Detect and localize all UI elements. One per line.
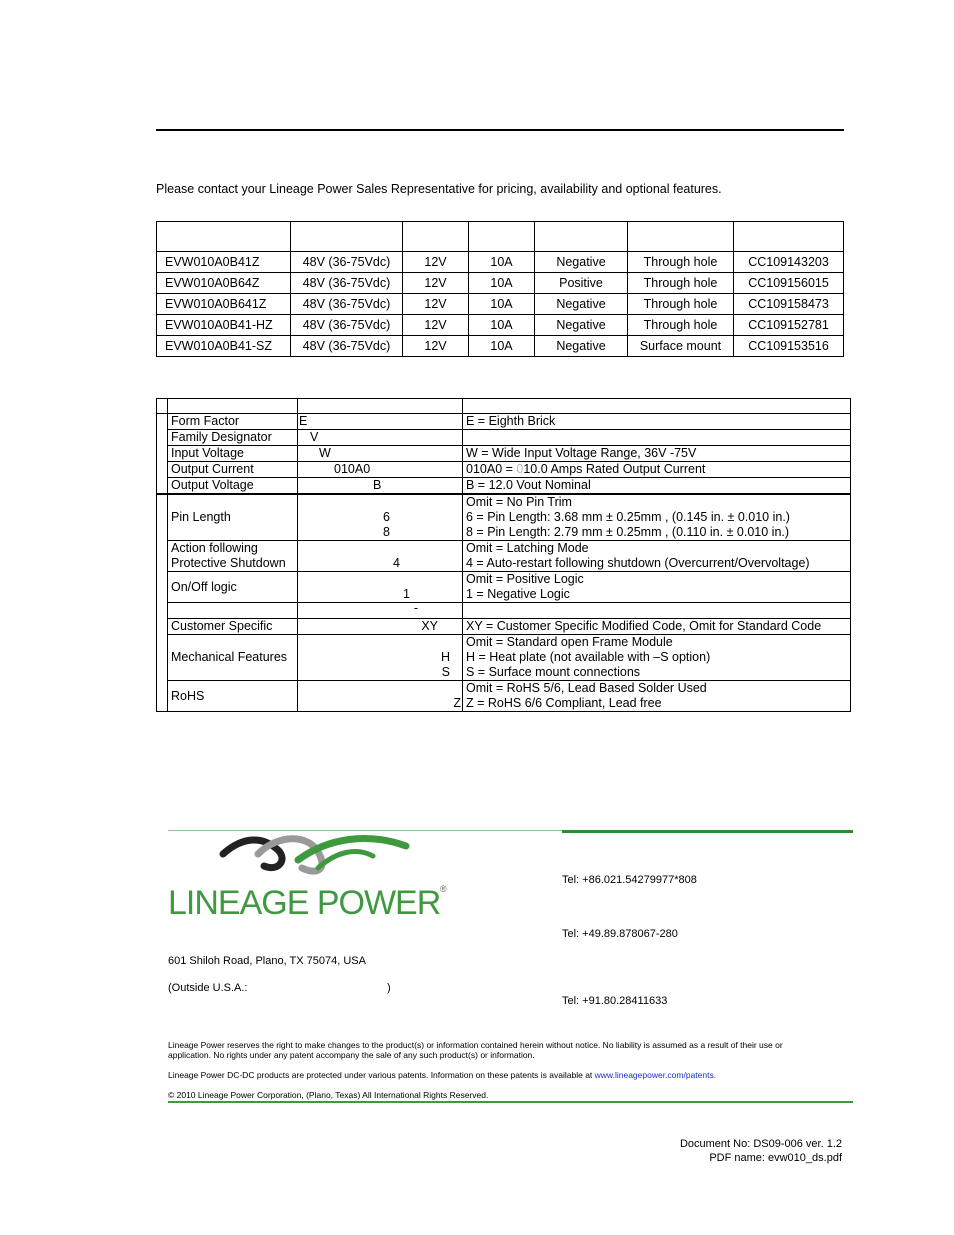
intro-text: Please contact your Lineage Power Sales Representative for pricing, availability and optional features. xyxy=(156,182,722,196)
table-cell: CC109158473 xyxy=(734,294,844,315)
patents-end: . xyxy=(713,1070,717,1080)
table-cell: 12V xyxy=(403,252,469,273)
code-row xyxy=(157,462,851,478)
code-desc: XY = Customer Specific Modified Code, Omit for Standard Code xyxy=(463,619,851,635)
table-cell: EVW010A0B41-SZ xyxy=(157,336,291,357)
table-cell: EVW010A0B41Z xyxy=(157,252,291,273)
table-cell: 12V xyxy=(403,294,469,315)
header-cell xyxy=(403,222,469,252)
table-cell: CC109143203 xyxy=(734,252,844,273)
code-value: V xyxy=(298,430,463,446)
header-cell xyxy=(734,222,844,252)
code-row xyxy=(157,603,851,619)
code-label: Output Voltage xyxy=(168,478,298,495)
code-value-part: H xyxy=(440,650,450,664)
table-cell: Negative xyxy=(535,294,628,315)
code-row xyxy=(157,541,851,572)
table-cell: 12V xyxy=(403,315,469,336)
copyright: © 2010 Lineage Power Corporation, (Plano, Texas) All International Rights Reserved. xyxy=(168,1090,489,1100)
code-label: Input Voltage xyxy=(168,446,298,462)
code-label: Output Current xyxy=(168,462,298,478)
table-cell: CC109153516 xyxy=(734,336,844,357)
table-cell: 10A xyxy=(469,252,535,273)
side-cell xyxy=(157,414,168,495)
table-cell: CC109152781 xyxy=(734,315,844,336)
table-cell: 48V (36-75Vdc) xyxy=(291,252,403,273)
desc-line: Omit = No Pin Trim xyxy=(466,495,572,509)
registered-mark: ® xyxy=(440,884,447,894)
code-desc xyxy=(463,635,851,681)
code-row xyxy=(157,414,851,430)
code-value-part: 6 xyxy=(383,510,390,524)
code-label xyxy=(168,541,298,572)
disclaimer-line-1: Lineage Power reserves the right to make changes to the product(s) or information contained herein without notice. No liability is assumed as a result of their use or xyxy=(168,1040,783,1050)
code-value: E xyxy=(298,414,463,430)
table-cell: 10A xyxy=(469,294,535,315)
desc-line: 8 = Pin Length: 2.79 mm ± 0.25mm , (0.110 in. ± 0.010 in.) xyxy=(466,525,790,539)
table-cell: Negative xyxy=(535,252,628,273)
table-row xyxy=(157,252,844,273)
table-cell: Surface mount xyxy=(628,336,734,357)
table-cell: Through hole xyxy=(628,252,734,273)
outside-usa-close: ) xyxy=(387,982,391,994)
table-cell: 12V xyxy=(403,273,469,294)
code-row xyxy=(157,619,851,635)
desc-line: Omit = Positive Logic xyxy=(466,572,584,586)
label-line: Protective Shutdown xyxy=(171,556,286,570)
code-value xyxy=(298,494,463,541)
desc-line: 4 = Auto-restart following shutdown (Overcurrent/Overvoltage) xyxy=(466,556,810,570)
code-label: Customer Specific xyxy=(168,619,298,635)
table-cell: Through hole xyxy=(628,294,734,315)
code-desc xyxy=(463,681,851,712)
document-number: Document No: DS09-006 ver. 1.2 xyxy=(679,1138,842,1150)
code-value: - xyxy=(298,603,463,619)
footer-bottom-rule xyxy=(168,1101,853,1103)
code-row xyxy=(157,681,851,712)
code-row xyxy=(157,572,851,603)
table-row xyxy=(157,336,844,357)
desc-line: S = Surface mount connections xyxy=(466,665,641,679)
code-table xyxy=(156,398,851,712)
table-row xyxy=(157,315,844,336)
code-label: RoHS xyxy=(168,681,298,712)
desc-line: Omit = Latching Mode xyxy=(466,541,589,555)
code-desc xyxy=(463,462,851,478)
desc-part-faint: 0 xyxy=(516,462,524,476)
desc-line: H = Heat plate (not available with –S option) xyxy=(466,650,711,664)
code-label: Form Factor xyxy=(168,414,298,430)
table-header-row xyxy=(157,222,844,252)
header-cell xyxy=(168,399,298,414)
table-cell: 10A xyxy=(469,273,535,294)
code-value: XY xyxy=(298,619,463,635)
table-cell: Through hole xyxy=(628,273,734,294)
table-cell: CC109156015 xyxy=(734,273,844,294)
patents-lead: Lineage Power DC-DC products are protected under various patents. Information on these patents is available at xyxy=(168,1070,595,1080)
table-cell: 10A xyxy=(469,315,535,336)
outside-usa: (Outside U.S.A.: xyxy=(168,982,248,994)
patents-text xyxy=(168,1070,716,1080)
table-cell: EVW010A0B64Z xyxy=(157,273,291,294)
tel-india: Tel: +91.80.28411633 xyxy=(562,995,668,1007)
desc-part: 10.0 Amps Rated Output Current xyxy=(523,462,706,476)
table-cell: 48V (36-75Vdc) xyxy=(291,294,403,315)
code-label: On/Off logic xyxy=(168,572,298,603)
table-cell: 10A xyxy=(469,336,535,357)
desc-line: Omit = Standard open Frame Module xyxy=(466,635,673,649)
product-rows xyxy=(157,252,844,357)
table-row xyxy=(157,294,844,315)
ordering-table xyxy=(156,221,844,357)
address: 601 Shiloh Road, Plano, TX 75074, USA xyxy=(168,955,366,967)
desc-part: 010A0 = xyxy=(466,462,517,476)
code-value: 4 xyxy=(298,541,463,572)
code-row xyxy=(157,446,851,462)
desc-line: Omit = RoHS 5/6, Lead Based Solder Used xyxy=(466,681,707,695)
header-rule xyxy=(156,129,844,131)
header-cell xyxy=(463,399,851,414)
disclaimer-line-2: application. No rights under any patent accompany the sale of any such product(s) or information. xyxy=(168,1050,535,1060)
header-cell xyxy=(291,222,403,252)
code-row xyxy=(157,494,851,541)
table-cell: 12V xyxy=(403,336,469,357)
header-cell xyxy=(298,399,463,414)
side-cell xyxy=(157,494,168,712)
table-cell: EVW010A0B641Z xyxy=(157,294,291,315)
code-desc xyxy=(463,541,851,572)
code-value: B xyxy=(298,478,463,495)
code-value xyxy=(298,635,463,681)
code-desc: W = Wide Input Voltage Range, 36V -75V xyxy=(463,446,851,462)
code-header-row xyxy=(157,399,851,414)
brand-name: LINEAGE POWER xyxy=(168,884,441,922)
code-value-part: S xyxy=(441,665,450,679)
side-cell xyxy=(157,399,168,414)
code-value-part: 8 xyxy=(383,525,390,539)
table-cell: Through hole xyxy=(628,315,734,336)
code-label: Family Designator xyxy=(168,430,298,446)
code-value: 1 xyxy=(298,572,463,603)
code-row xyxy=(157,478,851,495)
tel-europe: Tel: +49.89.878067-280 xyxy=(562,928,678,940)
code-desc xyxy=(463,603,851,619)
footer-rule-right xyxy=(562,830,853,833)
code-label: Mechanical Features xyxy=(168,635,298,681)
footer-rule-left xyxy=(168,830,562,831)
pdf-name: PDF name: evw010_ds.pdf xyxy=(709,1152,842,1164)
table-cell: 48V (36-75Vdc) xyxy=(291,273,403,294)
desc-line: Z = RoHS 6/6 Compliant, Lead free xyxy=(466,696,662,710)
code-desc xyxy=(463,494,851,541)
table-cell: Negative xyxy=(535,315,628,336)
code-row xyxy=(157,430,851,446)
table-cell: 48V (36-75Vdc) xyxy=(291,336,403,357)
table-cell: Positive xyxy=(535,273,628,294)
table-cell: Negative xyxy=(535,336,628,357)
header-cell xyxy=(628,222,734,252)
desc-line: 6 = Pin Length: 3.68 mm ± 0.25mm , (0.145 in. ± 0.010 in.) xyxy=(466,510,790,524)
table-row xyxy=(157,273,844,294)
code-row xyxy=(157,635,851,681)
header-cell xyxy=(469,222,535,252)
code-value: W xyxy=(298,446,463,462)
table-cell: EVW010A0B41-HZ xyxy=(157,315,291,336)
table-cell: 48V (36-75Vdc) xyxy=(291,315,403,336)
desc-line: 1 = Negative Logic xyxy=(466,587,570,601)
label-line: Action following xyxy=(171,541,258,555)
code-value: 010A0 xyxy=(298,462,463,478)
tel-asia: Tel: +86.021.54279977*808 xyxy=(562,874,697,886)
code-desc xyxy=(463,430,851,446)
header-cell xyxy=(157,222,291,252)
patents-link[interactable]: www.lineagepower.com/patents xyxy=(594,1070,714,1080)
code-desc xyxy=(463,572,851,603)
code-label: Pin Length xyxy=(168,494,298,541)
code-label xyxy=(168,603,298,619)
code-desc: B = 12.0 Vout Nominal xyxy=(463,478,851,495)
code-value: Z xyxy=(298,681,463,712)
header-cell xyxy=(535,222,628,252)
code-desc: E = Eighth Brick xyxy=(463,414,851,430)
